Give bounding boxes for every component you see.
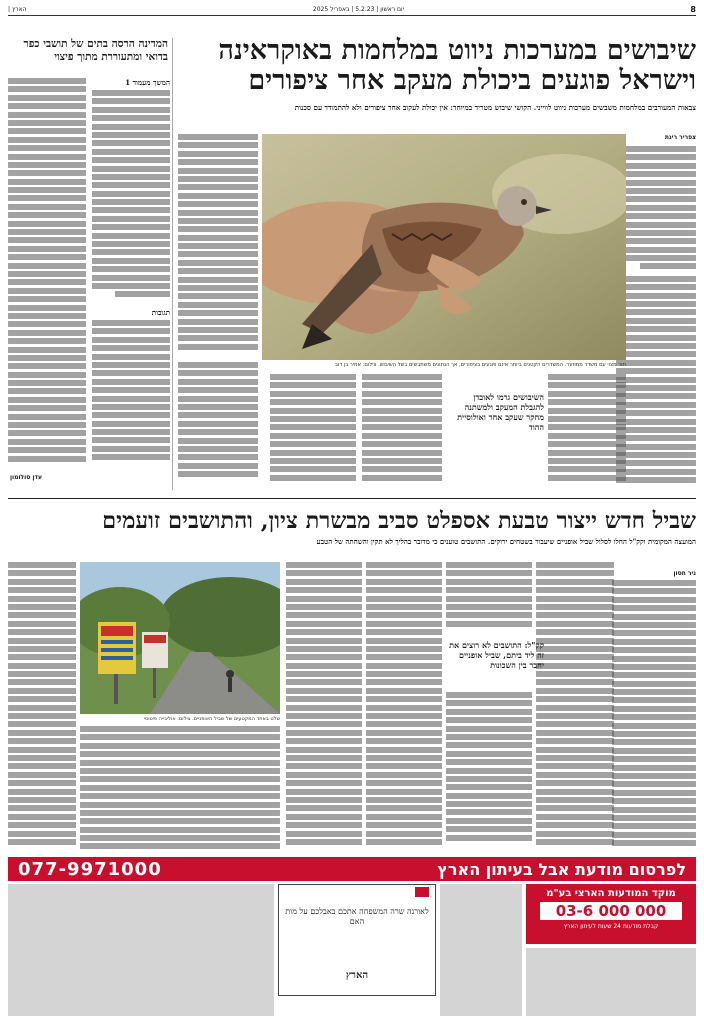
sidebar-column-1b — [92, 320, 170, 470]
article2-byline: ניר חסון — [673, 570, 696, 577]
ad-placeholder-right — [526, 948, 696, 1016]
article2-column-3b — [446, 692, 532, 850]
bird-photo — [262, 134, 626, 360]
ads-center-note: קבלת מודעות 24 שעות לעיתון הארץ — [563, 923, 659, 930]
paper-name: הארץ | — [8, 6, 27, 13]
page-number: 8 — [690, 5, 696, 14]
ad-placeholder-mid — [440, 884, 522, 1016]
article2-column-7 — [8, 562, 76, 850]
sidebar-subhead-2: תגובות — [151, 308, 170, 317]
sidebar-column-2 — [8, 78, 86, 470]
article1-column-4 — [362, 374, 442, 486]
bike-path-photo — [80, 562, 280, 714]
bike-path-photo-caption: שלט באחד המקטעים של שביל האופניים. צילום: אוליבייה פיטוסי — [143, 716, 280, 722]
ads-center-box[interactable] — [526, 884, 696, 944]
article1-column-5 — [270, 374, 356, 486]
article2-column-1 — [612, 580, 696, 850]
article2-column-5 — [286, 562, 362, 850]
article1-pull-quote: השיבושים גרמו לאובדן להגבלת המעקב ולמשתנה מחקר שעקב אחר ואולוסיית ההוד — [457, 392, 544, 432]
page-header — [8, 4, 696, 16]
article1-column-2 — [178, 134, 258, 356]
article1-column-1 — [616, 146, 696, 486]
article1-column-6 — [178, 362, 258, 486]
article2-column-4 — [366, 562, 442, 850]
article1-subhead: צבאות המעורבים במלחמות משבשים מערכות ניווט לווייני. הקושי שיבוש מטריד במיוחד: אין יכולת לעקוב אחר ציפורים ולא להתמודד עם סכנות — [294, 103, 696, 112]
article2-column-6 — [80, 726, 280, 850]
article2-subhead: המועצה המקומית וקק"ל החלו לסלול שביל אופניים שיעבור בשטחים ירוקים. התושבים טוענים כי מדובר בהליך לא תקין והשחתה של הטבע — [316, 537, 696, 546]
ad-banner-text: לפרסום מודעת אבל בעיתון הארץ — [437, 859, 686, 879]
mourning-notice — [278, 884, 436, 996]
ads-center-phone: 03-6 000 000 — [540, 902, 682, 920]
sidebar-divider — [172, 38, 173, 490]
section-rule — [8, 498, 696, 499]
sidebar-headline: המדינה הרסה בתים של תושבי כפר בדואי ומתעוררת מתוך פיצוי — [23, 38, 168, 63]
article1-headline: שיבושים במערכות ניווט במלחמות באוקראינה וישראל פוגעים ביכולת מעקב אחר ציפורים — [218, 35, 696, 96]
ads-center-title: מוקד המודעות הארצי בע"מ — [546, 888, 676, 899]
date-line: יום ראשון | 5.2.23 | באפריל 2025 — [312, 6, 405, 13]
mourning-notice-text: לאורנה שרה המשפחה אתכם באבלכם על מות האם — [285, 907, 429, 926]
article1-column-3 — [548, 374, 626, 486]
bird-photo-caption: תור מצוי עם משדר ממוזער. המשדרים הקטנים ביותר אינם פוגעים בציפורים, אך הנתונים משתבשים בשל השיבוש. צילום: אמיר בן דוב — [334, 362, 626, 368]
sidebar-subhead-1: המשך מעמוד 1 — [125, 78, 170, 87]
article2-column-2 — [536, 562, 614, 850]
ad-banner-phone: 077-9971000 — [18, 858, 162, 880]
mourning-ad-banner[interactable] — [8, 857, 696, 881]
article2-headline: שביל חדש ייצור טבעת אספלט סביב מבשרת ציון, והתושבים זועמים — [102, 508, 696, 534]
sidebar-byline: עדן סולומון — [10, 474, 42, 481]
haaretz-logo-icon — [415, 887, 429, 897]
mourning-notice-brand: הארץ — [345, 970, 369, 981]
article2-column-3 — [446, 562, 532, 634]
article1-byline: צפריר רינת — [664, 134, 696, 141]
ad-placeholder-left — [8, 884, 274, 1016]
article2-pull-quote: קק"ל: התושבים לא רוצים את זה ליד ביתם, שביל אופניים יחבר בין השכונות — [449, 640, 544, 670]
